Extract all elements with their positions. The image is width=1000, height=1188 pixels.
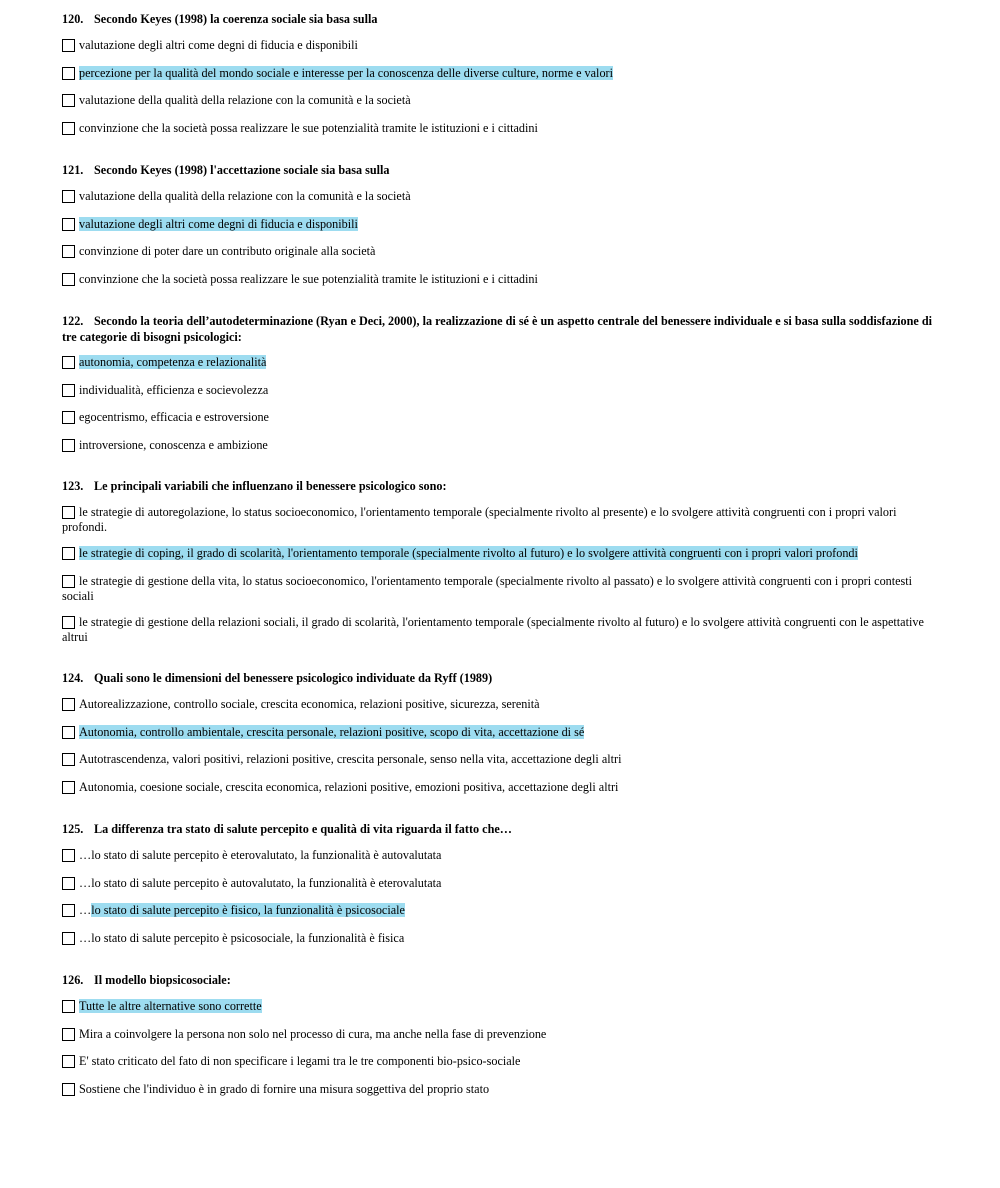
- checkbox[interactable]: [62, 122, 75, 135]
- answer-option[interactable]: [62, 355, 942, 370]
- option-text-highlighted: Tutte le altre alternative sono corrette: [79, 999, 262, 1013]
- answer-option[interactable]: [62, 272, 942, 287]
- option-text-highlighted: valutazione degli altri come degni di fiducia e disponibili: [79, 216, 358, 231]
- option-text: Sostiene che l'individuo è in grado di fornire una misura soggettiva del proprio stato: [79, 1081, 490, 1096]
- checkbox[interactable]: [62, 1028, 75, 1041]
- option-text-highlighted: autonomia, competenza e relazionalità: [79, 355, 267, 369]
- question-text: La differenza tra stato di salute percepito e qualità di vita riguarda il fatto che…: [94, 822, 512, 836]
- checkbox[interactable]: [62, 753, 75, 766]
- checkbox[interactable]: [62, 245, 75, 258]
- answer-option[interactable]: [62, 848, 942, 863]
- option-text-highlighted: le strategie di coping, il grado di scolarità, l'orientamento temporale (specialmente rivolto al futuro) e lo svolgere attività congruenti con i propri valori profondi: [79, 546, 858, 560]
- checkbox[interactable]: [62, 1000, 75, 1013]
- option-text-highlighted: Autonomia, controllo ambientale, crescita personale, relazioni positive, scopo di vita, accettazione di sé: [79, 724, 585, 739]
- question-number: 121.: [62, 163, 84, 177]
- checkbox[interactable]: [62, 356, 75, 369]
- option-text: …lo stato di salute percepito è eterovalutato, la funzionalità è autovalutata: [79, 848, 442, 862]
- option-text: valutazione della qualità della relazione con la comunità e la società: [79, 189, 411, 203]
- question-120: [62, 11, 942, 148]
- question-121: [62, 162, 942, 299]
- question-number: 123.: [62, 479, 84, 493]
- answer-option[interactable]: [62, 38, 942, 53]
- answer-option[interactable]: [62, 217, 942, 232]
- question-title: [62, 972, 942, 988]
- question-126: [62, 972, 942, 1109]
- answer-option[interactable]: [62, 931, 942, 946]
- question-text: Secondo la teoria dell’autodeterminazione (Ryan e Deci, 2000), la realizzazione di sé è un aspetto centrale del benessere individuale e si basa sulla soddisfazione di tre categorie di bisogni psicologici:: [62, 314, 932, 344]
- checkbox[interactable]: [62, 616, 75, 629]
- option-text: Autonomia, coesione sociale, crescita economica, relazioni positive, emozioni positiva, accettazione degli altri: [79, 779, 619, 794]
- option-text: Autorealizzazione, controllo sociale, crescita economica, relazioni positive, sicurezza, serenità: [79, 697, 540, 711]
- question-122: [62, 313, 942, 465]
- question-number: 120.: [62, 12, 84, 26]
- answer-option[interactable]: [62, 780, 942, 795]
- answer-option[interactable]: [62, 383, 942, 398]
- option-text: …lo stato di salute percepito è autovalutato, la funzionalità è eterovalutata: [79, 875, 442, 890]
- option-text: egocentrismo, efficacia e estroversione: [79, 410, 269, 425]
- answer-option[interactable]: [62, 725, 942, 740]
- checkbox[interactable]: [62, 932, 75, 945]
- question-124: [62, 670, 942, 807]
- question-title: [62, 821, 942, 837]
- answer-option[interactable]: [62, 438, 942, 453]
- checkbox[interactable]: [62, 190, 75, 203]
- option-text: …lo stato di salute percepito è psicosociale, la funzionalità è fisica: [79, 930, 405, 945]
- checkbox[interactable]: [62, 726, 75, 739]
- option-text: le strategie di autoregolazione, lo status socioeconomico, l'orientamento temporale (specialmente rivolto al presente) e lo svolgere attività congruenti con i propri valori profondi.: [62, 505, 897, 534]
- option-text: valutazione della qualità della relazione con la comunità e la società: [79, 93, 411, 108]
- checkbox[interactable]: [62, 411, 75, 424]
- answer-option[interactable]: [62, 615, 942, 645]
- answer-option[interactable]: [62, 66, 942, 81]
- checkbox[interactable]: [62, 218, 75, 231]
- answer-option[interactable]: [62, 1082, 942, 1097]
- option-text: introversione, conoscenza e ambizione: [79, 437, 268, 452]
- answer-option[interactable]: [62, 1027, 942, 1042]
- checkbox[interactable]: [62, 1055, 75, 1068]
- question-123: [62, 478, 942, 656]
- option-prefix: …: [79, 903, 92, 918]
- answer-option[interactable]: [62, 574, 942, 604]
- question-text: Secondo Keyes (1998) l'accettazione sociale sia basa sulla: [94, 163, 390, 177]
- answer-option[interactable]: [62, 505, 942, 535]
- answer-option[interactable]: [62, 876, 942, 891]
- option-text: le strategie di gestione della relazioni sociali, il grado di scolarità, l'orientamento temporale (specialmente rivolto al futuro) e lo svolgere attività congruenti con le aspettative altrui: [62, 614, 924, 644]
- question-title: [62, 670, 942, 686]
- checkbox[interactable]: [62, 94, 75, 107]
- question-title: [62, 162, 942, 178]
- option-text-highlighted: percezione per la qualità del mondo sociale e interesse per la conoscenza delle diverse culture, norme e valori: [79, 65, 613, 80]
- answer-option[interactable]: [62, 697, 942, 712]
- answer-option[interactable]: [62, 546, 942, 561]
- checkbox[interactable]: [62, 273, 75, 286]
- answer-option[interactable]: [62, 121, 942, 136]
- checkbox[interactable]: [62, 904, 75, 917]
- option-text: valutazione degli altri come degni di fiducia e disponibili: [79, 38, 358, 52]
- checkbox[interactable]: [62, 439, 75, 452]
- question-text: Quali sono le dimensioni del benessere psicologico individuate da Ryff (1989): [94, 671, 493, 685]
- answer-option[interactable]: [62, 244, 942, 259]
- checkbox[interactable]: [62, 698, 75, 711]
- question-text: Secondo Keyes (1998) la coerenza sociale sia basa sulla: [94, 12, 378, 26]
- question-title: [62, 11, 942, 27]
- answer-option[interactable]: [62, 189, 942, 204]
- checkbox[interactable]: [62, 384, 75, 397]
- option-text: Mira a coinvolgere la persona non solo nel processo di cura, ma anche nella fase di prevenzione: [79, 1026, 547, 1041]
- checkbox[interactable]: [62, 1083, 75, 1096]
- question-number: 122.: [62, 314, 84, 328]
- checkbox[interactable]: [62, 39, 75, 52]
- question-125: [62, 821, 942, 958]
- checkbox[interactable]: [62, 575, 75, 588]
- option-text: E' stato criticato del fato di non specificare i legami tra le tre componenti bio-psico-sociale: [79, 1054, 521, 1069]
- checkbox[interactable]: [62, 781, 75, 794]
- option-text: convinzione che la società possa realizzare le sue potenzialità tramite le istituzioni e i cittadini: [79, 271, 538, 286]
- question-number: 125.: [62, 822, 84, 836]
- question-title: [62, 478, 942, 494]
- checkbox[interactable]: [62, 547, 75, 560]
- answer-option[interactable]: [62, 999, 942, 1014]
- option-text: convinzione di poter dare un contributo originale alla società: [79, 244, 376, 259]
- checkbox[interactable]: [62, 506, 75, 519]
- question-text: Il modello biopsicosociale:: [94, 973, 231, 987]
- answer-option[interactable]: [62, 752, 942, 767]
- answer-option[interactable]: [62, 93, 942, 108]
- question-number: 126.: [62, 973, 84, 987]
- option-text: Autotrascendenza, valori positivi, relazioni positive, crescita personale, senso nella vita, accettazione degli altri: [79, 752, 622, 767]
- question-number: 124.: [62, 671, 84, 685]
- checkbox[interactable]: [62, 849, 75, 862]
- answer-option[interactable]: [62, 410, 942, 425]
- answer-option[interactable]: [62, 903, 942, 918]
- question-text: Le principali variabili che influenzano il benessere psicologico sono:: [94, 479, 447, 493]
- option-text-highlighted: lo stato di salute percepito è fisico, la funzionalità è psicosociale: [91, 903, 405, 918]
- checkbox[interactable]: [62, 877, 75, 890]
- answer-option[interactable]: [62, 1054, 942, 1069]
- question-title: [62, 313, 942, 345]
- checkbox[interactable]: [62, 67, 75, 80]
- option-text: le strategie di gestione della vita, lo status socioeconomico, l'orientamento temporale (specialmente rivolto al passato) e lo svolgere attività congruenti con i propri contesti sociali: [62, 573, 913, 603]
- option-text: individualità, efficienza e socievolezza: [79, 382, 269, 397]
- option-text: convinzione che la società possa realizzare le sue potenzialità tramite le istituzioni e i cittadini: [79, 120, 538, 135]
